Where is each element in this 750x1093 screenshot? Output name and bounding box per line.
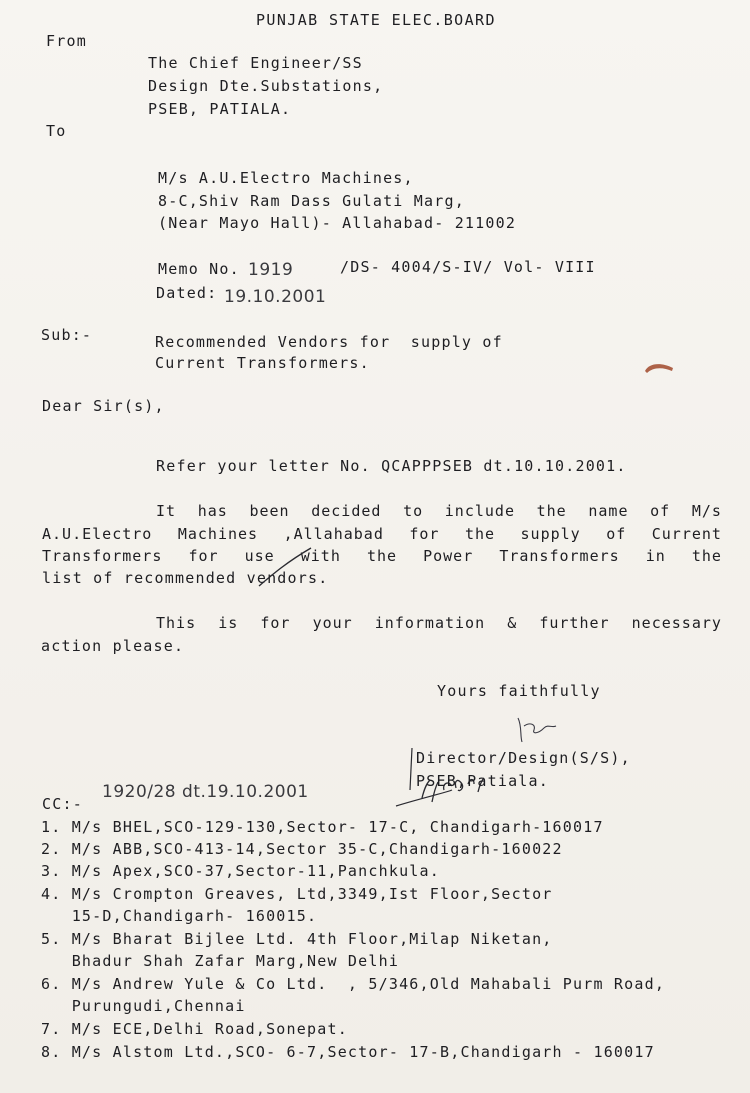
word: M/s — [691, 502, 722, 520]
word: Power — [423, 547, 474, 565]
word: of — [606, 525, 627, 543]
word: the — [366, 547, 398, 565]
word: This — [156, 614, 197, 632]
memo-reference: /DS- 4004/S-IV/ Vol- VIII — [340, 258, 596, 276]
paragraph-2-line-3 — [42, 547, 722, 565]
word: Machines — [177, 525, 259, 543]
subject-line-1: Recommended Vendors for supply of — [155, 333, 503, 351]
word: A.U.Electro — [42, 525, 153, 543]
word: has — [197, 502, 228, 520]
cc-reference: 1920/28 dt.19.10.2001 — [102, 782, 309, 802]
signatory-line-2: PSEB,Patiala. — [416, 772, 549, 790]
word: decided — [311, 502, 382, 520]
paragraph-1: Refer your letter No. QCAPPPSEB dt.10.10.2001. — [156, 457, 627, 475]
word: for — [260, 614, 291, 632]
to-label: To — [46, 122, 67, 140]
word: name — [588, 502, 629, 520]
word: of — [650, 502, 671, 520]
from-line-2: Design Dte.Substations, — [148, 77, 384, 95]
word: supply — [520, 525, 581, 543]
letterhead: PUNJAB STATE ELEC.BOARD — [256, 11, 496, 29]
word: is — [218, 614, 239, 632]
memo-label: Memo No. — [158, 260, 240, 278]
cc-item: Bhadur Shah Zafar Marg,New Delhi — [41, 952, 400, 970]
word: ,Allahabad — [283, 525, 384, 543]
to-line-1: M/s A.U.Electro Machines, — [158, 169, 414, 187]
paragraph-2-line-2 — [42, 525, 722, 543]
from-line-1: The Chief Engineer/SS — [148, 54, 363, 72]
pen-tick-mark — [255, 546, 315, 590]
word: & — [507, 614, 518, 632]
cc-item: 2. M/s ABB,SCO-413-14,Sector 35-C,Chandigarh-160022 — [41, 840, 563, 858]
cc-item: 6. M/s Andrew Yule & Co Ltd. , 5/346,Old Mahabali Purm Road, — [41, 975, 666, 993]
word: with — [300, 547, 341, 565]
word: It — [156, 502, 177, 520]
word: necessary — [631, 614, 722, 632]
cc-item: 8. M/s Alstom Ltd.,SCO- 6-7,Sector- 17-B,Chandigarh - 160017 — [41, 1043, 655, 1061]
dated-label: Dated: — [156, 284, 218, 302]
word: your — [312, 614, 353, 632]
cc-item: Purungudi,Chennai — [41, 997, 246, 1015]
salutation: Dear Sir(s), — [42, 397, 165, 415]
to-line-3: (Near Mayo Hall)- Allahabad- 211002 — [158, 214, 517, 232]
word: use — [244, 547, 275, 565]
word: information — [374, 614, 486, 632]
cc-item: 1. M/s BHEL,SCO-129-130,Sector- 17-C, Chandigarh-160017 — [41, 818, 604, 836]
word: further — [539, 614, 610, 632]
paragraph-3-line-1 — [156, 614, 722, 632]
word: include — [444, 502, 515, 520]
word: been — [249, 502, 290, 520]
to-line-2: 8-C,Shiv Ram Dass Gulati Marg, — [158, 192, 465, 210]
cc-item: 7. M/s ECE,Delhi Road,Sonepat. — [41, 1020, 348, 1038]
cc-item: 4. M/s Crompton Greaves, Ltd,3349,Ist Floor,Sector — [41, 885, 553, 903]
subject-line-2: Current Transformers. — [155, 354, 370, 372]
word: Transformers — [42, 547, 163, 565]
closing: Yours faithfully — [437, 682, 601, 700]
memo-number: 1919 — [248, 260, 294, 280]
stain-mark — [643, 361, 677, 375]
subject-label: Sub:- — [41, 326, 93, 344]
word: Transformers — [499, 547, 620, 565]
from-label: From — [46, 32, 87, 50]
cc-item: 5. M/s Bharat Bijlee Ltd. 4th Floor,Milap Niketan, — [41, 930, 553, 948]
cc-label: CC:- — [42, 795, 83, 813]
word: the — [464, 525, 496, 543]
dated-value: 19.10.2001 — [224, 287, 327, 307]
word: to — [403, 502, 424, 520]
signatory-line-1: Director/Design(S/S), — [416, 749, 631, 767]
cc-item: 3. M/s Apex,SCO-37,Sector-11,Panchkula. — [41, 862, 440, 880]
paragraph-2-line-1 — [156, 502, 722, 520]
paragraph-2-line-4: list of recommended vendors. — [42, 569, 329, 587]
from-line-3: PSEB, PATIALA. — [148, 100, 292, 118]
word: for — [409, 525, 440, 543]
paragraph-3-line-2: action please. — [41, 637, 185, 655]
word: the — [536, 502, 567, 520]
cc-item: 15-D,Chandigarh- 160015. — [41, 907, 318, 925]
word: Current — [651, 525, 722, 543]
word: for — [188, 547, 219, 565]
word: the — [691, 547, 722, 565]
word: in — [645, 547, 666, 565]
